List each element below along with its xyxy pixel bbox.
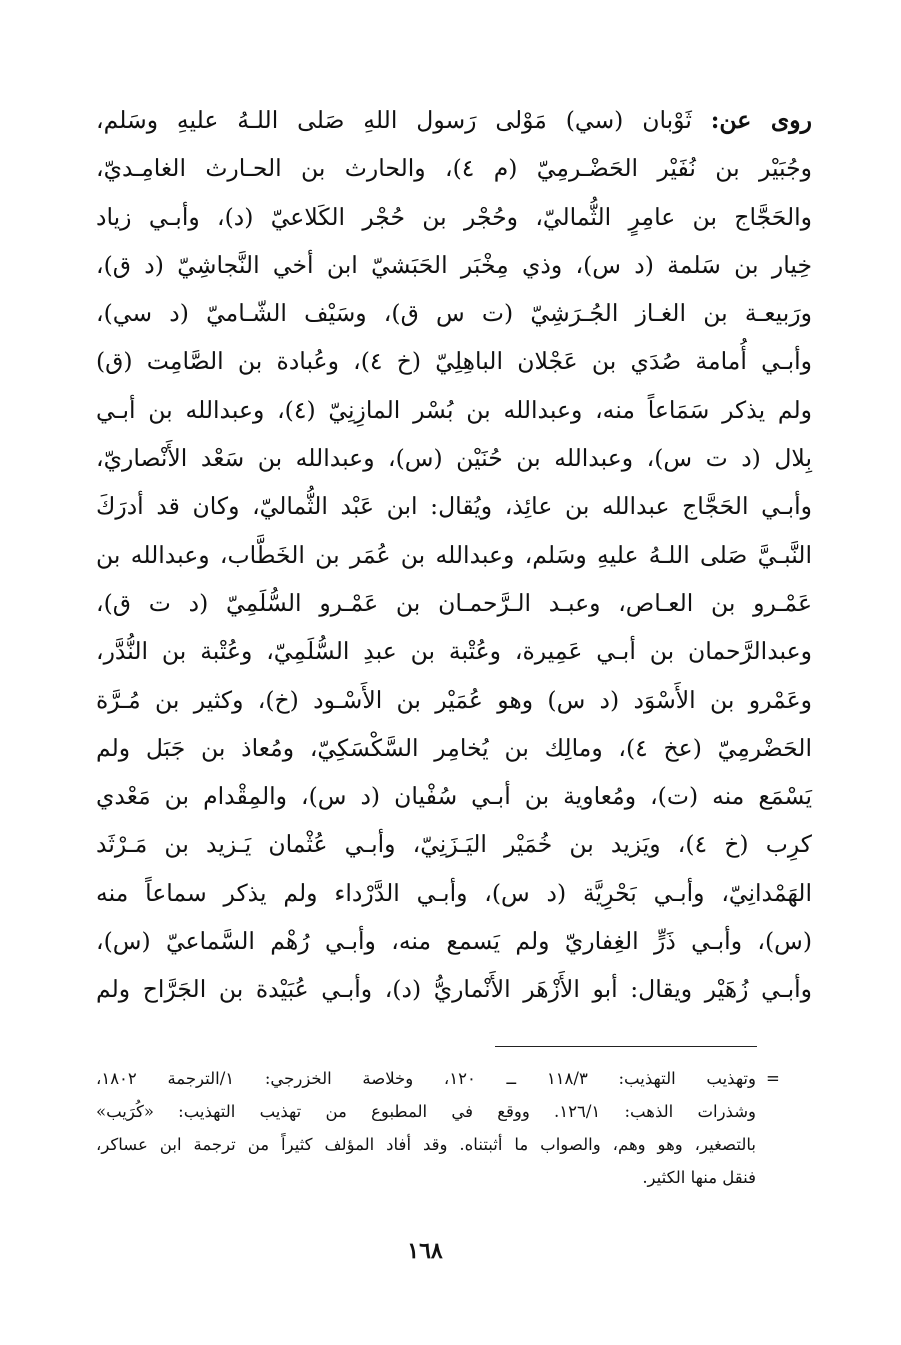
text-line-19: وأبـي زُهَيْر ويقال: أبو الأَزْهَر الأَنْماريُّ (د)، وأبـي عُبَيْدة بن الجَرَّاح ولم — [96, 975, 812, 1004]
text-line-2: وجُبَيْر بن نُفَيْر الحَضْـرمِيّ (م ٤)، والحارث بن الحـارث الغامِـديّ، — [96, 154, 813, 183]
main-text-block — [96, 96, 812, 1014]
footnote-line-3: بالتصغير، وهو وهم، والصواب ما أثبتناه. وقد أفاد المؤلف كثيراً من ترجمة ابن عساكر، — [96, 1135, 756, 1154]
text-line-13: وعَمْرو بن الأَسْوَد (د س) وهو عُمَيْر بن الأَسْـود (خ)، وكثير بن مُـرَّة — [96, 685, 812, 714]
text-line-15: يَسْمَع منه (ت)، ومُعاوية بن أبـي سُفْيان (د س)، والمِقْدام بن مَعْدي — [96, 782, 812, 811]
text-line-10: النَّبـيَّ صَلى اللـهُ عليهِ وسَلم، وعبدالله بن عُمَر بن الخَطَّاب، وعبدالله بن — [96, 540, 812, 569]
page-number: ١٦٨ — [407, 1238, 443, 1264]
text-line-3: والحَجَّاج بن عامِرٍ الثُّماليّ، وحُجْر بن حُجْر الكَلاعيّ (د)، وأبـي زياد — [96, 202, 812, 231]
text-line-7: ولم يذكر سَمَاعاً منه، وعبدالله بن بُسْر المازِنِيّ (٤)، وعبدالله بن أبـي — [96, 395, 813, 424]
text-line-16: كرِب (خ ٤)، ويَزيد بن خُمَيْر اليَـزَنِيّ، وأبـي عُثْمان يَـزيد بن مَـرْثَد — [96, 830, 812, 859]
text-line-5: ورَبيعـة بن الغـاز الجُـرَشِيّ (ت س ق)، وسَيْف الشّـاميّ (د سي)، — [96, 299, 812, 328]
footnote-line-2: وشذرات الذهب: ١٢٦/١. ووقع في المطبوع من تهذيب التهذيب: «كُرَيب» — [96, 1102, 756, 1121]
text-line-18: (س)، وأبـي ذَرٍّ الغِفاريّ ولم يَسمع منه، وأبـي رُهْم السَّماعيّ (س)، — [96, 927, 812, 956]
text-line-9: وأبـي الحَجَّاج عبدالله بن عائِذ، ويُقال: ابن عَبْد الثُّماليّ، وكان قد أدرَكَ — [96, 492, 812, 521]
text-line-1 — [96, 96, 812, 144]
text-line-8: بِلال (د ت س)، وعبدالله بن حُنَيْن (س)، وعبدالله بن سَعْد الأَنْصاريّ، — [96, 444, 812, 473]
text-line-12: وعبدالرَّحمان بن أبـي عَمِيرة، وعُتْبة بن عبدِ السُّلَمِيّ، وعُتْبة بن النُّدَّر، — [96, 637, 812, 666]
text-line-4: خِيار بن سَلمة (د س)، وذي مِخْبَر الحَبَشيّ ابن أخي النَّجاشِيّ (د ق)، — [96, 250, 812, 279]
text-line-17: الهَمْدانِيّ، وأبـي بَحْرِيَّة (د س)، وأبـي الدَّرْداء ولم يذكر سماعاً منه — [96, 878, 812, 907]
text-line-11: عَمْـرو بن العـاص، وعبـد الـرَّحمـان بن عَمْـرو السُّلَمِيّ (د ت ق)، — [96, 588, 812, 617]
footnote-line-1: وتهذيب التهذيب: ١١٨/٣ ــ ١٢٠، وخلاصة الخزرجي: ١/الترجمة ١٨٠٢، — [96, 1069, 756, 1088]
lead-phrase: روى عن: — [710, 106, 812, 134]
footnote-separator-rule — [495, 1046, 757, 1047]
footnote-line-4: فنقل منها الكثير. — [642, 1168, 756, 1187]
footnotes-block — [96, 1062, 756, 1194]
text-line-14: الحَضْرمِيّ (عخ ٤)، ومالِك بن يُخامِر السَّكْسَكِيّ، ومُعاذ بن جَبَل ولم — [96, 733, 812, 762]
text-line-1-rest: ثَوْبان (سي) مَوْلى رَسول اللهِ صَلى اللـهُ عليهِ وسَلم، — [96, 106, 711, 134]
text-line-6: وأبـي أُمامة صُدَي بن عَجْلان الباهِلِيّ (خ ٤)، وعُبادة بن الصَّامِت (ق) — [96, 347, 812, 376]
footnote-continuation-marker: = — [766, 1069, 780, 1088]
